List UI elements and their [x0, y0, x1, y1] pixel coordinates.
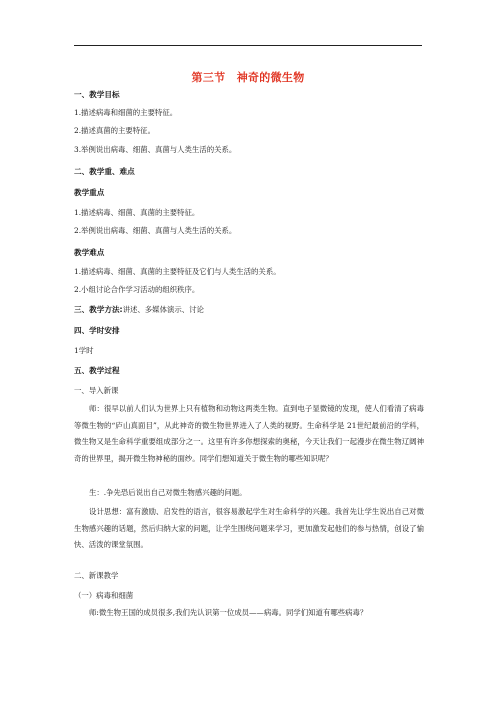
paragraph-design-idea: 设计思想：富有激励、启发性的语言，很容易激起学生对生命科学的兴趣。我首先让学生说出自己对微生物感兴趣的话题，然后归纳大家的问题，让学生围绕问题来学习，更加激发起他们的参与热情，创设了愉快、活泼的课堂氛围。 — [74, 507, 424, 549]
section-4-heading: 四、学时安排 — [74, 326, 120, 335]
key-point-item: 1.描述病毒、细菌、真菌的主要特征。 — [74, 208, 200, 217]
header-rule — [74, 45, 422, 46]
difficult-points-heading: 教学难点 — [74, 248, 105, 257]
subsection-virus-bacteria: （一）病毒和细菌 — [74, 591, 134, 600]
difficult-point-item: 1.描述病毒、细菌、真菌的主要特征及它们与人类生活的关系。 — [74, 267, 281, 276]
section-3-heading: 三、教学方法: — [74, 305, 123, 314]
section-5-heading: 五、教学过程 — [74, 366, 120, 375]
objective-item: 3.举例说出病毒、细菌、真菌与人类生活的关系。 — [74, 145, 237, 154]
key-point-item: 2.举例说出病毒、细菌、真菌与人类生活的关系。 — [74, 226, 237, 235]
hours-text: 1学时 — [74, 346, 94, 355]
section-1-heading: 一、教学目标 — [74, 90, 120, 99]
subsection-new-lesson: 二、新课教学 — [74, 571, 119, 580]
objective-item: 1.描述病毒和细菌的主要特征。 — [74, 108, 178, 117]
paragraph-student: 生：.争先恐后说出自己对微生物感兴趣的问题。 — [89, 488, 247, 497]
objective-item: 2.描述真菌的主要特征。 — [74, 126, 155, 135]
key-points-heading: 教学重点 — [74, 188, 105, 197]
methods-text: 讲述、多媒体演示、讨论 — [122, 305, 204, 314]
methods-line — [74, 305, 204, 315]
subsection-intro: 一、导入新课 — [74, 386, 119, 395]
section-2-heading: 二、教学重、难点 — [74, 167, 135, 176]
difficult-point-item: 2.小组讨论合作学习活动的组织秩序。 — [74, 285, 200, 294]
paragraph-teacher-intro: 师：很早以前人们认为世界上只有植物和动物这两类生物。直到电子显微镜的发现，使人们看清了病毒等微生物的“庐山真面目”，从此神奇的微生物世界进入了人类的视野。生命科学是 21世纪最前沿的学科，微生物又是生命科学重要组成部分之一。这里有许多你想探索的奥秘，今天让我们一起漫步在微生物辽阔神奇的世界里，揭开微生物神秘的面纱。同学们想知道关于微生物的哪些知识呢？ — [74, 404, 424, 463]
page-title: 第三节 神奇的微生物 — [191, 71, 305, 84]
paragraph-virus: 师:微生物王国的成员很多,我们先认识第一位成员——病毒。同学们知道有哪些病毒？ — [89, 608, 368, 617]
